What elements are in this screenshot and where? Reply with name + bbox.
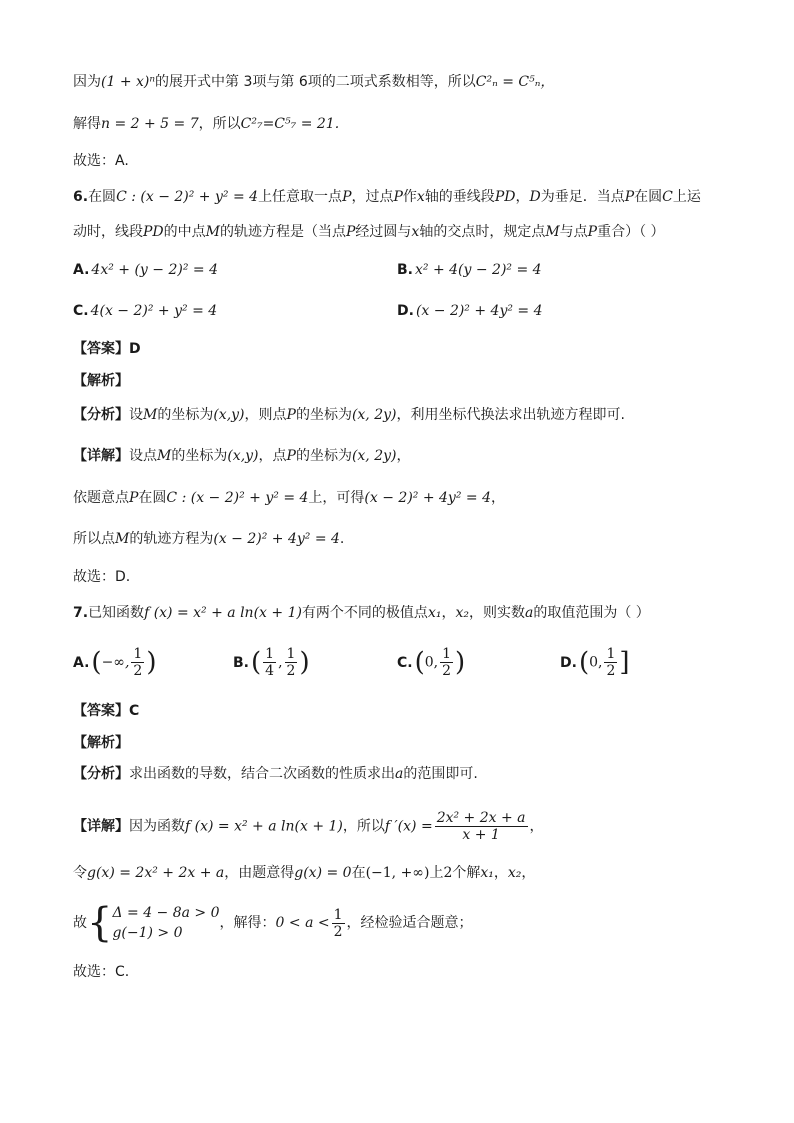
q7-analysis-heading: 【解析】 — [73, 735, 129, 751]
q6-stem-line-2: 动时，线段PD的中点M的轨迹方程是（当点P经过圆与x轴的交点时，规定点M与点P重合）（ ） — [73, 224, 665, 240]
q7-choose: 故选：C. — [73, 964, 130, 980]
q6-stem-line-1: 6.在圆C : (x − 2)² + y² = 4上任意取一点P，过点P作x轴的垂线段PD，D为垂足．当点P在圆C上运 — [73, 189, 701, 205]
q6-option-b[interactable]: B. x² + 4(y − 2)² = 4 — [397, 262, 542, 278]
q7-fenxi: 【分析】求出函数的导数，结合二次函数的性质求出a的范围即可. — [73, 766, 478, 782]
q7-answer: 【答案】C — [73, 703, 140, 719]
q6-fenxi: 【分析】设M的坐标为(x,y)，则点P的坐标为(x, 2y)，利用坐标代换法求出轨迹方程即可. — [73, 407, 625, 423]
q6-answer: 【答案】D — [73, 341, 141, 357]
q7-solution-line-2: 令g(x) = 2x² + 2x + a，由题意得g(x) = 0在(−1, +∞)上2个解x₁，x₂， — [73, 865, 536, 881]
q6-solution-line-2: 依题意点P在圆C : (x − 2)² + y² = 4上，可得(x − 2)² + 4y² = 4， — [73, 490, 505, 506]
q6-option-c[interactable]: C. 4(x − 2)² + y² = 4 — [73, 303, 218, 319]
q7-option-b[interactable]: B.( $\frac{1}{4}$ , $\frac{1}{2}$ ) — [233, 646, 310, 679]
q7-option-a[interactable]: A.(−∞, $\frac{1}{2}$ ) — [73, 646, 157, 679]
intro-choose: 故选：A. — [73, 153, 129, 169]
q6-option-d[interactable]: D. (x − 2)² + 4y² = 4 — [397, 303, 543, 319]
intro-line-2: 解得n = 2 + 5 = 7，所以C²₇=C⁵₇ = 21. — [73, 116, 340, 132]
q6-option-a[interactable]: A. 4x² + (y − 2)² = 4 — [73, 262, 218, 278]
q7-option-c[interactable]: C.(0, $\frac{1}{2}$ ) — [397, 646, 466, 679]
q6-analysis-heading: 【解析】 — [73, 373, 129, 389]
q6-xiangjie: 【详解】设点M的坐标为(x,y)，点P的坐标为(x, 2y)， — [73, 448, 411, 464]
q7-stem: 7.已知函数f (x) = x² + a ln(x + 1)有两个不同的极值点x₁，x₂，则实数a的取值范围为（ ） — [73, 605, 650, 621]
q7-option-d[interactable]: D.(0, $\frac{1}{2}$ ] — [560, 646, 630, 679]
q6-solution-line-3: 所以点M的轨迹方程为(x − 2)² + 4y² = 4. — [73, 531, 345, 547]
intro-line-1: 因为(1 + x)ⁿ的展开式中第 3项与第 6项的二项式系数相等，所以C²ₙ = C⁵ₙ， — [73, 74, 555, 90]
q6-choose: 故选：D. — [73, 569, 131, 585]
q7-xiangjie: 【详解】因为函数f (x) = x² + a ln(x + 1)，所以f ′(x) = $\frac{\text{2x² + 2x + a}}{x + 1}$ ， — [73, 810, 544, 843]
q7-solution-line-3: 故{ Δ = 4 − 8a > 0 g(−1) > 0 ，解得：0 < a < $\frac{1}{2}$ ，经检验适合题意； — [73, 900, 473, 946]
